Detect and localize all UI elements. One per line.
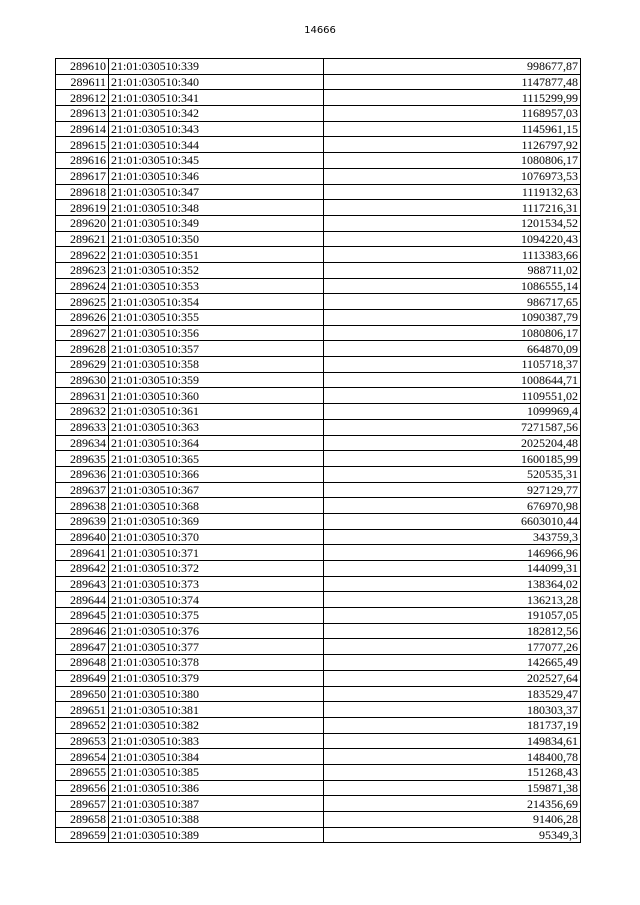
table-row (56, 90, 581, 106)
cadastral-number-cell: 21:01:030510:354 (109, 294, 324, 310)
cadastral-number-cell: 21:01:030510:342 (109, 106, 324, 122)
cadastral-number-cell: 21:01:030510:374 (109, 592, 324, 608)
cadastral-number-cell: 21:01:030510:371 (109, 545, 324, 561)
table-row (56, 200, 581, 216)
cadastral-number-cell: 21:01:030510:360 (109, 388, 324, 404)
value-cell: 927129,77 (324, 482, 581, 498)
table-row (56, 325, 581, 341)
table-row (56, 231, 581, 247)
cadastral-number-cell: 21:01:030510:350 (109, 231, 324, 247)
cadastral-number-cell: 21:01:030510:357 (109, 341, 324, 357)
row-number-cell: 289616 (56, 153, 109, 169)
value-cell: 1076973,53 (324, 168, 581, 184)
row-number-cell: 289650 (56, 686, 109, 702)
value-cell: 664870,09 (324, 341, 581, 357)
row-number-cell: 289625 (56, 294, 109, 310)
cadastral-number-cell: 21:01:030510:364 (109, 435, 324, 451)
cadastral-number-cell: 21:01:030510:341 (109, 90, 324, 106)
table-row (56, 310, 581, 326)
cadastral-number-cell: 21:01:030510:380 (109, 686, 324, 702)
value-cell: 1145961,15 (324, 121, 581, 137)
cadastral-number-cell: 21:01:030510:358 (109, 357, 324, 373)
row-number-cell: 289639 (56, 513, 109, 529)
row-number-cell: 289610 (56, 59, 109, 75)
cadastral-number-cell: 21:01:030510:348 (109, 200, 324, 216)
value-cell: 146966,96 (324, 545, 581, 561)
cadastral-number-cell: 21:01:030510:339 (109, 59, 324, 75)
value-cell: 1099969,4 (324, 404, 581, 420)
value-cell: 1147877,48 (324, 74, 581, 90)
value-cell: 1201534,52 (324, 215, 581, 231)
value-cell: 91406,28 (324, 812, 581, 828)
table-row (56, 670, 581, 686)
value-cell: 998677,87 (324, 59, 581, 75)
table-row (56, 451, 581, 467)
row-number-cell: 289632 (56, 404, 109, 420)
value-cell: 1109551,02 (324, 388, 581, 404)
table-row (56, 184, 581, 200)
table-row (56, 435, 581, 451)
row-number-cell: 289631 (56, 388, 109, 404)
row-number-cell: 289627 (56, 325, 109, 341)
cadastral-number-cell: 21:01:030510:372 (109, 561, 324, 577)
value-cell: 676970,98 (324, 498, 581, 514)
row-number-cell: 289659 (56, 827, 109, 843)
row-number-cell: 289612 (56, 90, 109, 106)
cadastral-number-cell: 21:01:030510:369 (109, 513, 324, 529)
cadastral-number-cell: 21:01:030510:355 (109, 310, 324, 326)
table-row (56, 74, 581, 90)
row-number-cell: 289646 (56, 623, 109, 639)
table-row (56, 215, 581, 231)
table-row (56, 827, 581, 843)
table-row (56, 639, 581, 655)
row-number-cell: 289611 (56, 74, 109, 90)
value-cell: 159871,38 (324, 780, 581, 796)
value-cell: 95349,3 (324, 827, 581, 843)
cadastral-number-cell: 21:01:030510:383 (109, 733, 324, 749)
table-row (56, 576, 581, 592)
row-number-cell: 289643 (56, 576, 109, 592)
row-number-cell: 289657 (56, 796, 109, 812)
table-row (56, 655, 581, 671)
table-row (56, 341, 581, 357)
cadastral-number-cell: 21:01:030510:378 (109, 655, 324, 671)
row-number-cell: 289656 (56, 780, 109, 796)
value-cell: 149834,61 (324, 733, 581, 749)
value-cell: 1080806,17 (324, 325, 581, 341)
cadastral-number-cell: 21:01:030510:352 (109, 262, 324, 278)
cadastral-number-cell: 21:01:030510:340 (109, 74, 324, 90)
value-cell: 1008644,71 (324, 372, 581, 388)
value-cell: 343759,3 (324, 529, 581, 545)
table-row (56, 419, 581, 435)
cadastral-number-cell: 21:01:030510:351 (109, 247, 324, 263)
row-number-cell: 289648 (56, 655, 109, 671)
cadastral-number-cell: 21:01:030510:347 (109, 184, 324, 200)
cadastral-number-cell: 21:01:030510:353 (109, 278, 324, 294)
value-cell: 1119132,63 (324, 184, 581, 200)
table-row (56, 623, 581, 639)
table-row (56, 294, 581, 310)
value-cell: 1168957,03 (324, 106, 581, 122)
value-cell: 144099,31 (324, 561, 581, 577)
cadastral-number-cell: 21:01:030510:385 (109, 764, 324, 780)
data-table (55, 58, 581, 843)
value-cell: 202527,64 (324, 670, 581, 686)
row-number-cell: 289652 (56, 717, 109, 733)
table-row (56, 59, 581, 75)
row-number-cell: 289636 (56, 466, 109, 482)
table-row (56, 513, 581, 529)
value-cell: 6603010,44 (324, 513, 581, 529)
cadastral-number-cell: 21:01:030510:375 (109, 608, 324, 624)
row-number-cell: 289618 (56, 184, 109, 200)
table-row (56, 372, 581, 388)
table-row (56, 153, 581, 169)
cadastral-number-cell: 21:01:030510:373 (109, 576, 324, 592)
table-row (56, 592, 581, 608)
row-number-cell: 289634 (56, 435, 109, 451)
value-cell: 986717,65 (324, 294, 581, 310)
table-row (56, 812, 581, 828)
row-number-cell: 289620 (56, 215, 109, 231)
row-number-cell: 289651 (56, 702, 109, 718)
cadastral-number-cell: 21:01:030510:381 (109, 702, 324, 718)
value-cell: 191057,05 (324, 608, 581, 624)
table-row (56, 686, 581, 702)
row-number-cell: 289644 (56, 592, 109, 608)
table-row (56, 529, 581, 545)
cadastral-number-cell: 21:01:030510:343 (109, 121, 324, 137)
table-row (56, 137, 581, 153)
table-row (56, 561, 581, 577)
table-row (56, 545, 581, 561)
value-cell: 988711,02 (324, 262, 581, 278)
row-number-cell: 289635 (56, 451, 109, 467)
value-cell: 1113383,66 (324, 247, 581, 263)
value-cell: 1086555,14 (324, 278, 581, 294)
cadastral-number-cell: 21:01:030510:345 (109, 153, 324, 169)
value-cell: 151268,43 (324, 764, 581, 780)
cadastral-number-cell: 21:01:030510:349 (109, 215, 324, 231)
value-cell: 1115299,99 (324, 90, 581, 106)
row-number-cell: 289637 (56, 482, 109, 498)
table-row (56, 796, 581, 812)
cadastral-number-cell: 21:01:030510:388 (109, 812, 324, 828)
value-cell: 2025204,48 (324, 435, 581, 451)
value-cell: 1090387,79 (324, 310, 581, 326)
row-number-cell: 289619 (56, 200, 109, 216)
cadastral-number-cell: 21:01:030510:356 (109, 325, 324, 341)
table-row (56, 466, 581, 482)
value-cell: 136213,28 (324, 592, 581, 608)
cadastral-number-cell: 21:01:030510:379 (109, 670, 324, 686)
value-cell: 148400,78 (324, 749, 581, 765)
table-row (56, 121, 581, 137)
cadastral-number-cell: 21:01:030510:376 (109, 623, 324, 639)
table-row (56, 262, 581, 278)
table-row (56, 702, 581, 718)
cadastral-number-cell: 21:01:030510:365 (109, 451, 324, 467)
row-number-cell: 289633 (56, 419, 109, 435)
row-number-cell: 289653 (56, 733, 109, 749)
row-number-cell: 289628 (56, 341, 109, 357)
row-number-cell: 289622 (56, 247, 109, 263)
cadastral-number-cell: 21:01:030510:346 (109, 168, 324, 184)
row-number-cell: 289640 (56, 529, 109, 545)
value-cell: 1080806,17 (324, 153, 581, 169)
table-row (56, 733, 581, 749)
value-cell: 138364,02 (324, 576, 581, 592)
value-cell: 142665,49 (324, 655, 581, 671)
cadastral-number-cell: 21:01:030510:377 (109, 639, 324, 655)
table-row (56, 780, 581, 796)
row-number-cell: 289654 (56, 749, 109, 765)
table-row (56, 749, 581, 765)
value-cell: 520535,31 (324, 466, 581, 482)
row-number-cell: 289658 (56, 812, 109, 828)
cadastral-number-cell: 21:01:030510:384 (109, 749, 324, 765)
row-number-cell: 289624 (56, 278, 109, 294)
row-number-cell: 289629 (56, 357, 109, 373)
table-row (56, 168, 581, 184)
cadastral-number-cell: 21:01:030510:389 (109, 827, 324, 843)
row-number-cell: 289645 (56, 608, 109, 624)
row-number-cell: 289621 (56, 231, 109, 247)
row-number-cell: 289649 (56, 670, 109, 686)
row-number-cell: 289655 (56, 764, 109, 780)
cadastral-number-cell: 21:01:030510:363 (109, 419, 324, 435)
cadastral-number-cell: 21:01:030510:361 (109, 404, 324, 420)
row-number-cell: 289647 (56, 639, 109, 655)
value-cell: 214356,69 (324, 796, 581, 812)
value-cell: 182812,56 (324, 623, 581, 639)
table-row (56, 247, 581, 263)
row-number-cell: 289613 (56, 106, 109, 122)
value-cell: 180303,37 (324, 702, 581, 718)
row-number-cell: 289623 (56, 262, 109, 278)
row-number-cell: 289642 (56, 561, 109, 577)
row-number-cell: 289617 (56, 168, 109, 184)
row-number-cell: 289630 (56, 372, 109, 388)
value-cell: 1105718,37 (324, 357, 581, 373)
cadastral-number-cell: 21:01:030510:368 (109, 498, 324, 514)
table-row (56, 357, 581, 373)
table-row (56, 482, 581, 498)
value-cell: 181737,19 (324, 717, 581, 733)
table-row (56, 388, 581, 404)
cadastral-number-cell: 21:01:030510:382 (109, 717, 324, 733)
value-cell: 183529,47 (324, 686, 581, 702)
cadastral-number-cell: 21:01:030510:386 (109, 780, 324, 796)
cadastral-number-cell: 21:01:030510:367 (109, 482, 324, 498)
row-number-cell: 289615 (56, 137, 109, 153)
page-number: 14666 (304, 25, 336, 36)
value-cell: 1126797,92 (324, 137, 581, 153)
value-cell: 177077,26 (324, 639, 581, 655)
table-row (56, 498, 581, 514)
table-row (56, 717, 581, 733)
cadastral-number-cell: 21:01:030510:366 (109, 466, 324, 482)
row-number-cell: 289626 (56, 310, 109, 326)
table-row (56, 764, 581, 780)
cadastral-number-cell: 21:01:030510:387 (109, 796, 324, 812)
cadastral-number-cell: 21:01:030510:359 (109, 372, 324, 388)
value-cell: 1094220,43 (324, 231, 581, 247)
value-cell: 7271587,56 (324, 419, 581, 435)
table-row (56, 404, 581, 420)
value-cell: 1600185,99 (324, 451, 581, 467)
table-row (56, 106, 581, 122)
row-number-cell: 289638 (56, 498, 109, 514)
table-row (56, 608, 581, 624)
row-number-cell: 289641 (56, 545, 109, 561)
cadastral-number-cell: 21:01:030510:370 (109, 529, 324, 545)
row-number-cell: 289614 (56, 121, 109, 137)
cadastral-number-cell: 21:01:030510:344 (109, 137, 324, 153)
table-body (56, 59, 581, 843)
value-cell: 1117216,31 (324, 200, 581, 216)
table-row (56, 278, 581, 294)
